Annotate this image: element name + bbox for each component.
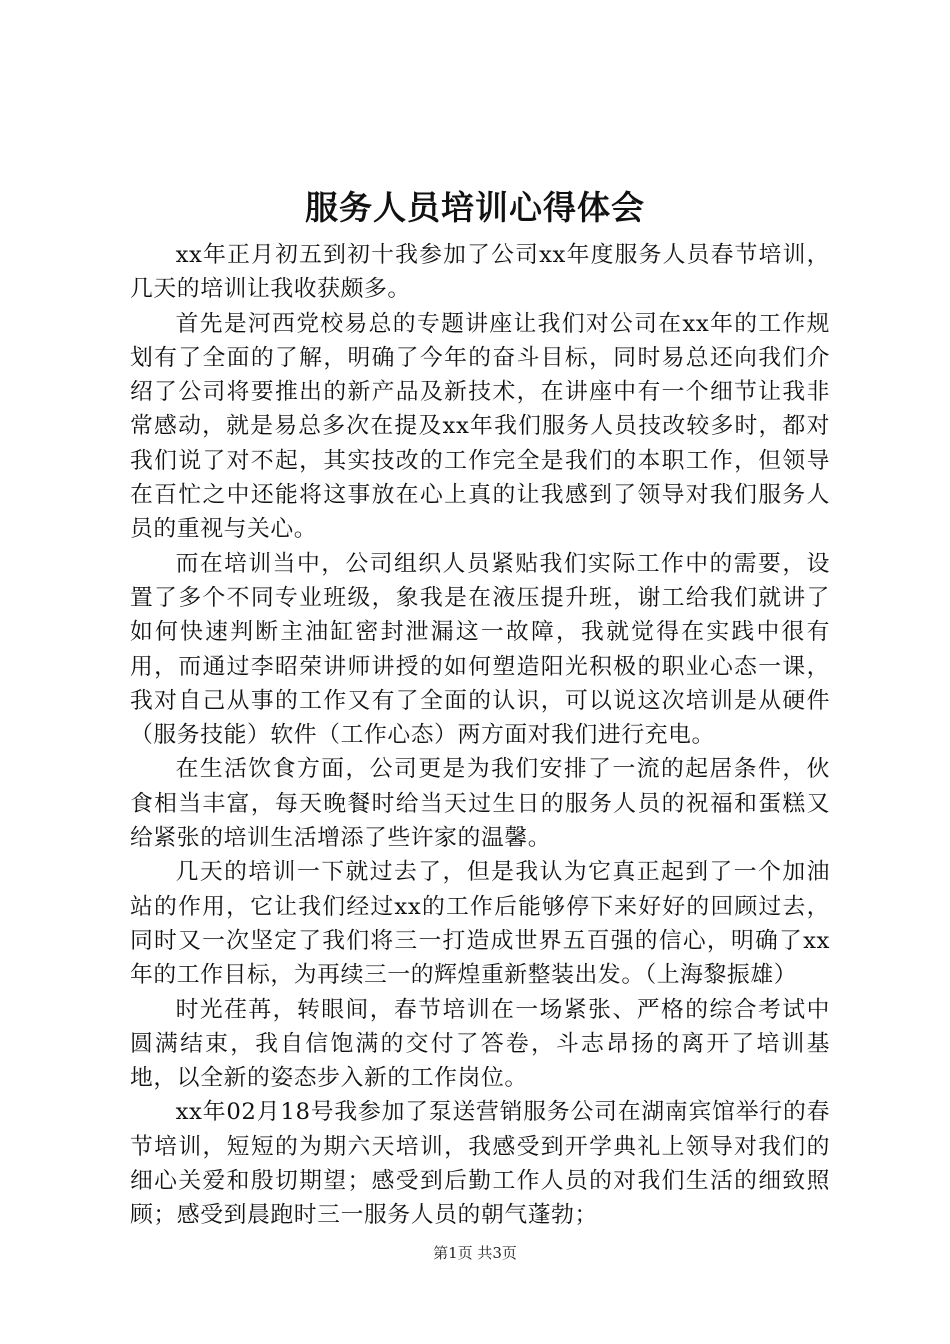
paragraph: 首先是河西党校易总的专题讲座让我们对公司在xx年的工作规划有了全面的了解，明确了今年的奋斗目标，同时易总还向我们介绍了公司将要推出的新产品及新技术，在讲座中有一个细节让我非常感动，就是易总多次在提及xx年我们服务人员技改较多时，都对我们说了对不起，其实技改的工作完全是我们的本职工作，但领导在百忙之中还能将这事放在心上真的让我感到了领导对我们服务人员的重视与关心。	[130, 310, 830, 543]
document-title: 服务人员培训心得体会	[305, 188, 645, 227]
paragraph: 在生活饮食方面，公司更是为我们安排了一流的起居条件，伙食相当丰富，每天晚餐时给当天过生日的服务人员的祝福和蛋糕又给紧张的培训生活增添了些许家的温馨。	[130, 756, 830, 852]
paragraph: xx年正月初五到初十我参加了公司xx年度服务人员春节培训，几天的培训让我收获颇多。	[130, 242, 830, 303]
paragraph: 几天的培训一下就过去了，但是我认为它真正起到了一个加油站的作用，它让我们经过xx的工作后能够停下来好好的回顾过去，同时又一次坚定了我们将三一打造成世界五百强的信心，明确了xx年的工作目标，为再续三一的辉煌重新整装出发。（上海黎振雄）	[130, 859, 830, 989]
paragraph: xx年02月18号我参加了泵送营销服务公司在湖南宾馆举行的春节培训，短短的为期六天培训，我感受到开学典礼上领导对我们的细心关爱和殷切期望；感受到后勤工作人员的对我们生活的细致照顾；感受到晨跑时三一服务人员的朝气蓬勃；	[130, 1099, 830, 1229]
paragraph: 时光荏苒，转眼间，春节培训在一场紧张、严格的综合考试中圆满结束，我自信饱满的交付了答卷，斗志昂扬的离开了培训基地，以全新的姿态步入新的工作岗位。	[130, 996, 830, 1092]
document-body	[130, 238, 830, 1233]
paragraph: 而在培训当中，公司组织人员紧贴我们实际工作中的需要，设置了多个不同专业班级，象我是在液压提升班，谢工给我们就讲了如何快速判断主油缸密封泄漏这一故障，我就觉得在实践中很有用，而通过李昭荣讲师讲授的如何塑造阳光积极的职业心态一课，我对自己从事的工作又有了全面的认识，可以说这次培训是从硬件（服务技能）软件（工作心态）两方面对我们进行充电。	[130, 550, 830, 749]
page-number-footer: 第1页 共3页	[433, 1244, 517, 1262]
